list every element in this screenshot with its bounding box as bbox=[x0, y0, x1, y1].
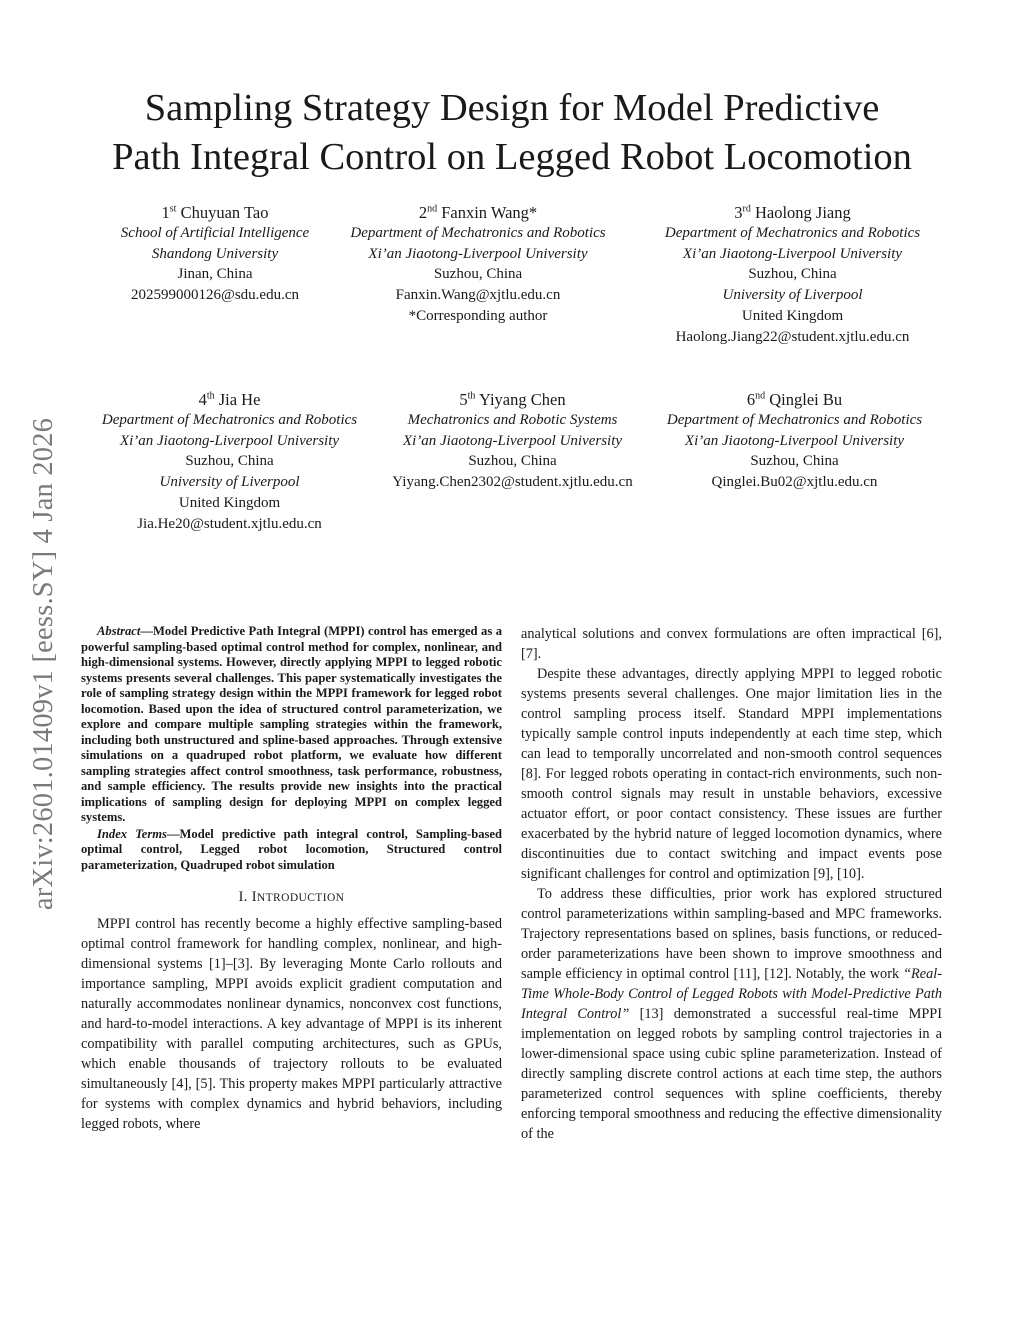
author-name: 2nd Fanxin Wang* bbox=[418, 203, 538, 222]
author-name: 6nd Qinglei Bu bbox=[746, 390, 843, 409]
author-email: Qinglei.Bu02@xjtlu.edu.cn bbox=[711, 474, 878, 491]
author-email: 202599000126@sdu.edu.cn bbox=[131, 287, 299, 304]
author-note: *Corresponding author bbox=[408, 307, 548, 324]
author-location: Suzhou, China bbox=[748, 266, 837, 283]
author-block-1 bbox=[80, 202, 350, 306]
cited-work-title: “Real-Time Whole-Body Control of Legged Robots with Model-Predictive Path Integral Control” bbox=[521, 966, 942, 1022]
left-column bbox=[81, 624, 502, 1134]
title-line-2: Path Integral Control on Legged Robot Locomotion bbox=[112, 136, 912, 178]
author-email: Yiyang.Chen2302@student.xjtlu.edu.cn bbox=[392, 474, 633, 491]
author-affiliation: Xi’an Jiaotong-Liverpool University bbox=[402, 432, 623, 449]
author-affiliation: Department of Mechatronics and Robotics bbox=[350, 225, 606, 241]
author-name: 5th Yiyang Chen bbox=[459, 390, 566, 409]
author-location: Suzhou, China bbox=[750, 453, 839, 470]
author-affiliation: Xi’an Jiaotong-Liverpool University bbox=[684, 432, 905, 449]
author-affiliation: Shandong University bbox=[151, 245, 279, 262]
author-block-5 bbox=[360, 389, 665, 493]
author-name: 1st Chuyuan Tao bbox=[161, 203, 269, 222]
index-terms-text: —Model predictive path integral control, Sampling-based optimal control, Legged robot locomotion, Structured control parameterization, Quadruped robot simulation bbox=[81, 826, 502, 872]
author-location: United Kingdom bbox=[178, 494, 281, 511]
paper-title bbox=[0, 84, 1024, 182]
abstract-text: —Model Predictive Path Integral (MPPI) control has emerged as a powerful sampling-based optimal control method for complex, nonlinear, and high-dimensional systems. However, directly applying MPPI to legged robotic systems presents several challenges. This paper systematically investigates the role of sampling strategy design within the MPPI framework for legged robot locomotion. Based upon the idea of structured control parameterization, we explore and compare multiple sampling strategies within the framework, including both unstructured and spline-based approaches. Through extensive simulations on a quadruped robot platform, we evaluate how different sampling strategies affect control smoothness, task performance, robustness, and sample efficiency. The results provide new insights into the practical implications of sampling design for deploying MPPI on complex legged systems. bbox=[81, 624, 502, 824]
right-column bbox=[521, 624, 942, 1144]
abstract-label: Abstract bbox=[97, 624, 141, 638]
author-location: Suzhou, China bbox=[433, 266, 523, 283]
author-email: Jia.He20@student.xjtlu.edu.cn bbox=[137, 515, 322, 532]
author-affiliation: Xi’an Jiaotong-Liverpool University bbox=[119, 432, 340, 449]
author-affiliation: Department of Mechatronics and Robotics bbox=[666, 412, 923, 428]
index-terms bbox=[81, 827, 502, 874]
author-location: Suzhou, China bbox=[185, 453, 274, 470]
author-email: Haolong.Jiang22@student.xjtlu.edu.cn bbox=[675, 328, 910, 345]
author-name: 4th Jia He bbox=[198, 390, 261, 409]
author-affiliation: Xi’an Jiaotong-Liverpool University bbox=[682, 245, 903, 262]
author-affiliation: Department of Mechatronics and Robotics bbox=[664, 225, 921, 241]
body-paragraph: MPPI control has recently become a highly effective sampling-based optimal control framework for handling complex, nonlinear, and high-dimensional systems [1]–[3]. By leveraging Monte Carlo rollouts and importance sampling, MPPI avoids explicit gradient computation and naturally accommodates nonlinear dynamics, nonconvex cost functions, and hard-to-model interactions. A key advantage of MPPI is its inherent compatibility with parallel computing architectures, such as GPUs, which enable thousands of trajectory rollouts to be evaluated simultaneously [4], [5]. This property makes MPPI particularly attractive for systems with complex dynamics and hybrid behaviors, including legged robots, where bbox=[81, 916, 502, 1132]
body-paragraph: To address these difficulties, prior work has explored structured control parameterizations within sampling-based and MPC frameworks. Trajectory representations based on splines, basis functions, or reduced-order parameterizations have been shown to improve smoothness and sample efficiency in optimal control [11], [12]. Notably, the work “Real-Time Whole-Body Control of Legged Robots with Model-Predictive Path Integral Control” [13] demonstrated a successful real-time MPPI implementation on legged robots by sampling control trajectories in a lower-dimensional space using cubic spline parameterization. Instead of directly sampling discrete control actions at each time step, the authors parameterized control sequences with spline coefficients, thereby enforcing temporal smoothness and reducing the effective dimensionality of the bbox=[521, 886, 942, 1142]
author-location: Jinan, China bbox=[177, 266, 253, 283]
author-block-3 bbox=[635, 202, 950, 347]
author-affiliation: Mechatronics and Robotic Systems bbox=[407, 412, 618, 428]
body-paragraph: Despite these advantages, directly applying MPPI to legged robotic systems presents several challenges. One major limitation lies in the control sampling process itself. Standard MPPI implementations typically sample control inputs independently at each time step, which can lead to temporally uncorrelated and non-smooth control sequences [8]. For legged robots operating in contact-rich environments, such non-smooth control signals may result in unstable behaviors, excessive actuator effort, or poor contact consistency. These issues are further exacerbated by the hybrid nature of legged locomotion dynamics, where discontinuities due to contact switching and impact events pose significant challenges for control and optimization [9], [10]. bbox=[521, 666, 942, 882]
author-affiliation: University of Liverpool bbox=[159, 474, 300, 491]
arxiv-identifier: arXiv:2601.01409v1 [eess.SY] 4 Jan 2026 bbox=[28, 417, 59, 911]
author-block-2 bbox=[323, 202, 633, 327]
title-line-1: Sampling Strategy Design for Model Predictive bbox=[144, 87, 880, 129]
author-affiliation: School of Artificial Intelligence bbox=[120, 225, 310, 241]
author-location: United Kingdom bbox=[741, 307, 844, 324]
author-affiliation: Xi’an Jiaotong-Liverpool University bbox=[368, 245, 588, 262]
section-heading: I. INTRODUCTION bbox=[238, 889, 345, 905]
body-paragraph: analytical solutions and convex formulations are often impractical [6], [7]. bbox=[521, 626, 942, 662]
author-block-4 bbox=[72, 389, 387, 534]
author-block-6 bbox=[637, 389, 952, 493]
author-location: Suzhou, China bbox=[468, 453, 557, 470]
author-affiliation: Department of Mechatronics and Robotics bbox=[101, 412, 358, 428]
author-name: 3rd Haolong Jiang bbox=[734, 203, 851, 222]
index-terms-label: Index Terms bbox=[97, 826, 167, 841]
abstract bbox=[81, 624, 502, 826]
author-affiliation: University of Liverpool bbox=[722, 287, 863, 304]
author-email: Fanxin.Wang@xjtlu.edu.cn bbox=[395, 287, 561, 304]
